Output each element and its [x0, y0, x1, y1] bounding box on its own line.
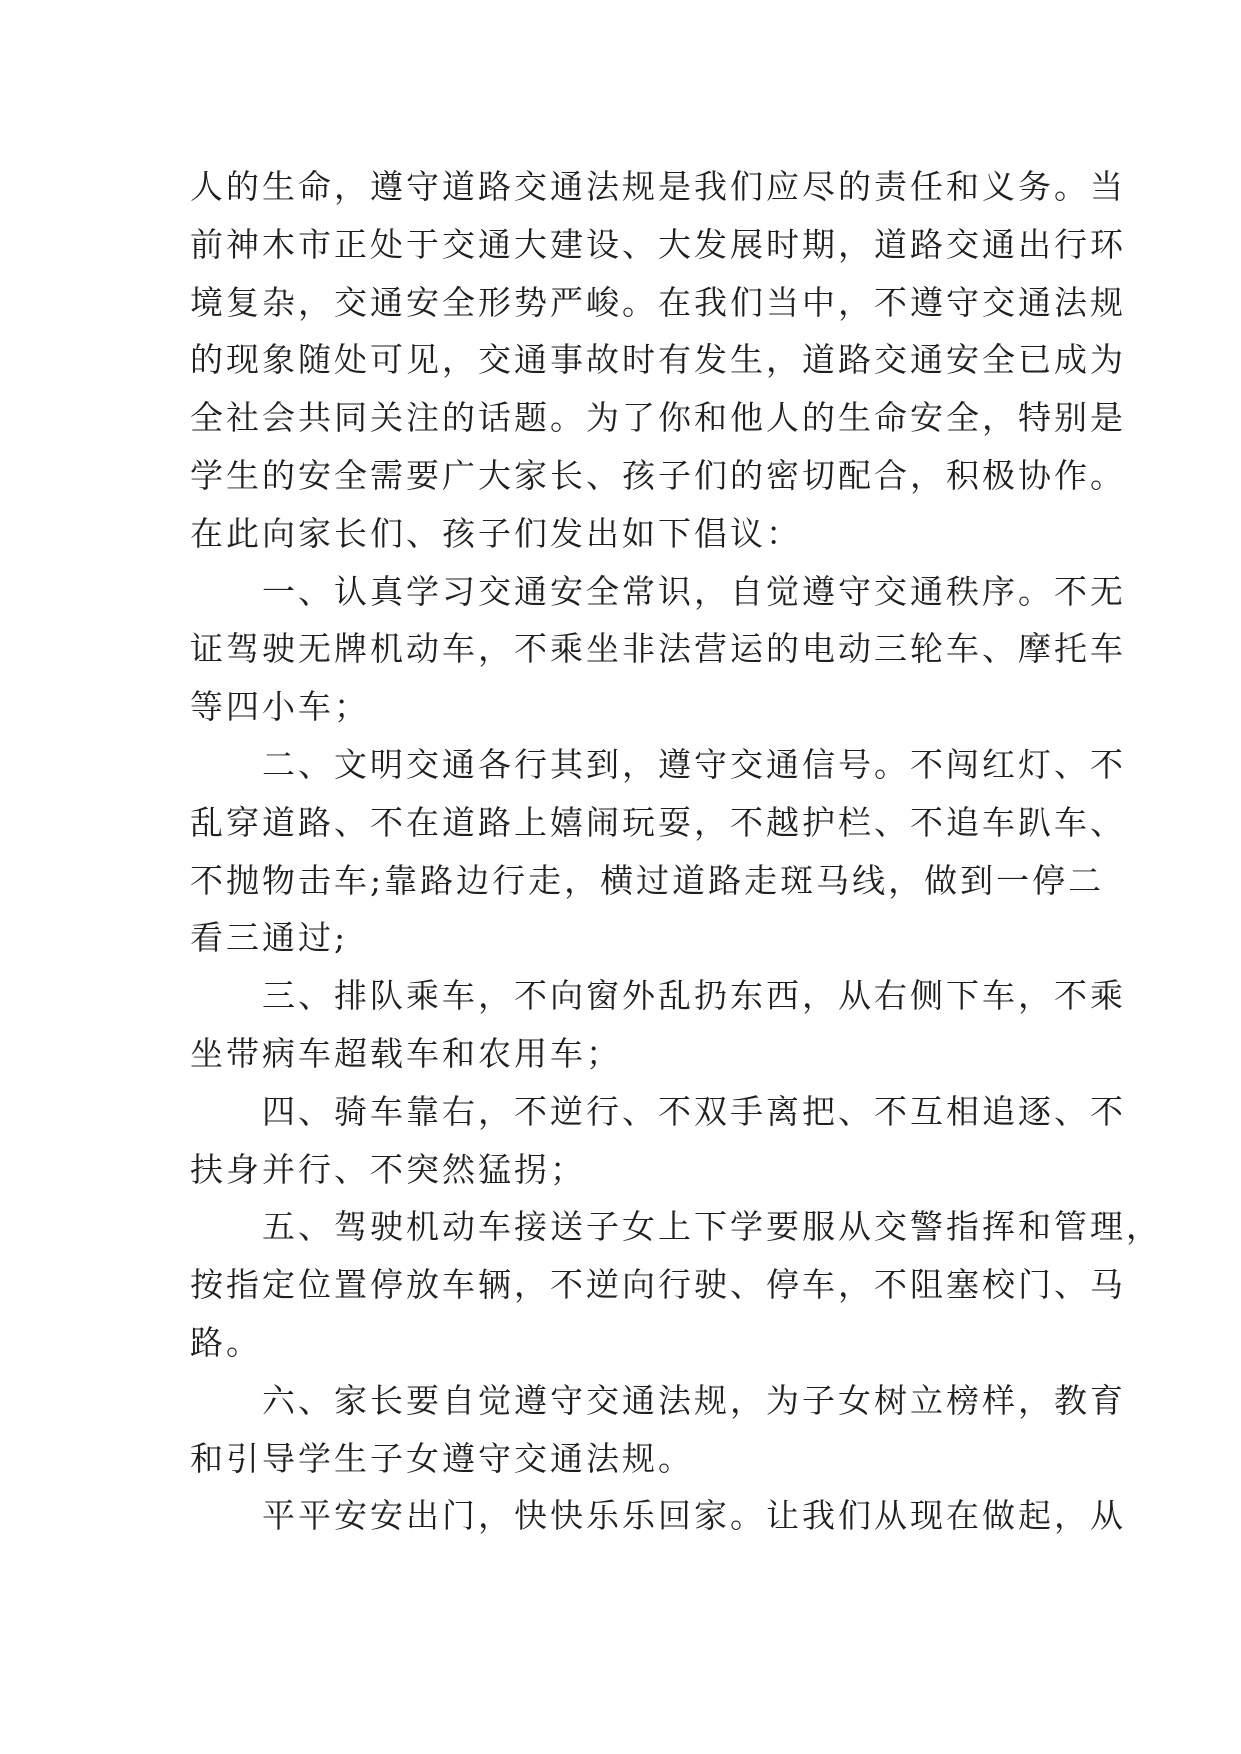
- text-line: 看三通过;: [190, 918, 349, 958]
- text-line: 平平安安出门，快快乐乐回家。让我们从现在做起，从: [190, 1496, 1126, 1536]
- text-line: 按指定位置停放车辆，不逆向行驶、停车，不阻塞校门、马: [190, 1265, 1126, 1305]
- text-line: 在此向家长们、孩子们发出如下倡议：: [190, 513, 802, 553]
- document-body: [190, 158, 1162, 1545]
- text-line: 乱穿道路、不在道路上嬉闹玩耍，不越护栏、不追车趴车、: [190, 802, 1126, 842]
- text-line: 全社会共同关注的话题。为了你和他人的生命安全，特别是: [190, 398, 1126, 438]
- text-line: 路。: [190, 1322, 262, 1362]
- text-line: 前神木市正处于交通大建设、大发展时期，道路交通出行环: [190, 224, 1126, 264]
- text-line: 和引导学生子女遵守交通法规。: [190, 1438, 694, 1478]
- text-line: 境复杂，交通安全形势严峻。在我们当中，不遵守交通法规: [190, 282, 1126, 322]
- text-line: 人的生命，遵守道路交通法规是我们应尽的责任和义务。当: [190, 167, 1126, 206]
- text-line: 二、文明交通各行其到，遵守交通信号。不闯红灯、不: [190, 744, 1126, 784]
- text-line: 坐带病车超载车和农用车；: [190, 1033, 622, 1073]
- text-line: 不抛物击车;靠路边行走，横过道路走斑马线，做到一停二: [190, 860, 1105, 900]
- text-line: 证驾驶无牌机动车，不乘坐非法营运的电动三轮车、摩托车: [190, 629, 1126, 669]
- text-line: 一、认真学习交通安全常识，自觉遵守交通秩序。不无: [190, 571, 1126, 611]
- text-line: 三、排队乘车，不向窗外乱扔东西，从右侧下车，不乘: [190, 976, 1126, 1016]
- text-line: 五、驾驶机动车接送子女上下学要服从交警指挥和管理，: [190, 1207, 1162, 1247]
- text-line: 等四小车；: [190, 687, 370, 727]
- text-line: 学生的安全需要广大家长、孩子们的密切配合，积极协作。: [190, 455, 1126, 495]
- text-line: 六、家长要自觉遵守交通法规，为子女树立榜样，教育: [190, 1380, 1126, 1420]
- text-line: 的现象随处可见，交通事故时有发生，道路交通安全已成为: [190, 340, 1126, 380]
- text-line: 扶身并行、不突然猛拐；: [190, 1149, 586, 1189]
- text-line: 四、骑车靠右，不逆行、不双手离把、不互相追逐、不: [190, 1091, 1126, 1131]
